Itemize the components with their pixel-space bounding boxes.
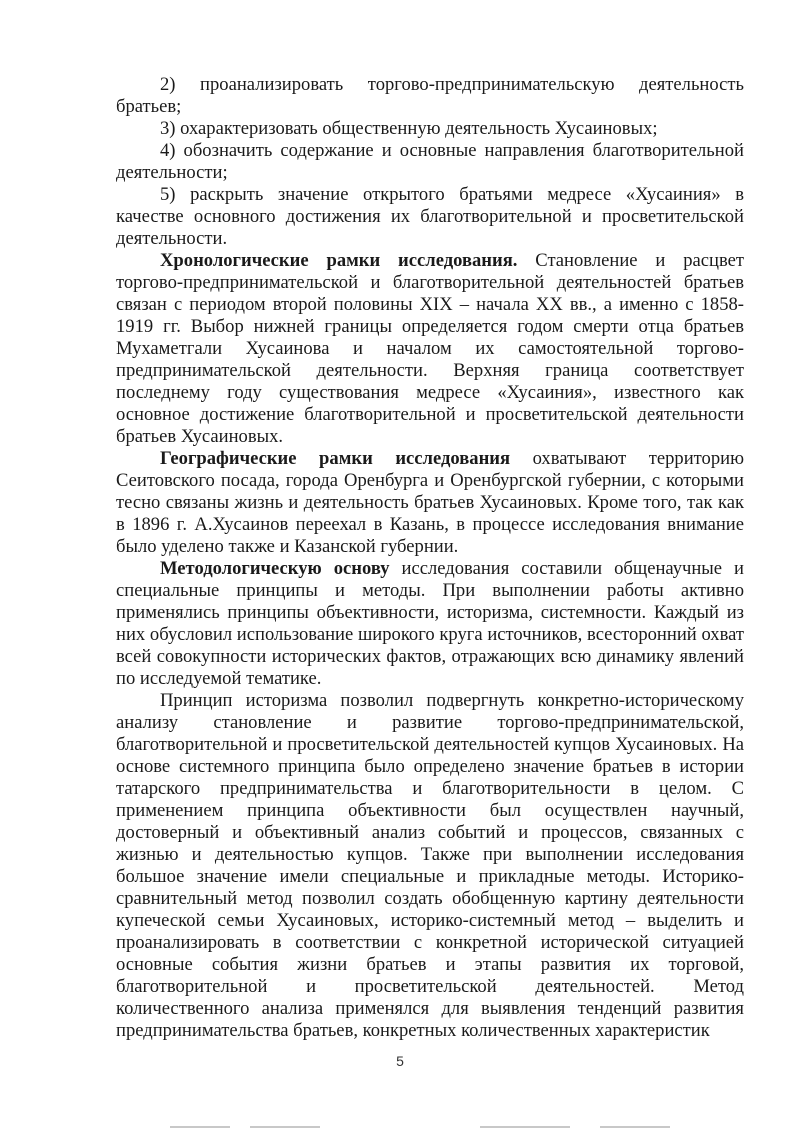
geography-paragraph [116, 448, 744, 558]
chronology-text: Становление и расцвет торгово-предпринимательской и благотворительной деятельностей братьев связан с периодом второй половины XIX – начала XX вв., а именно с 1858-1919 гг. Выбор нижней границы определяется годом смерти отца братьев Мухаметгали Хусаинова и началом их самостоятельной торгово-предпринимательской деятельности. Верхняя граница соответствует последнему году существования медресе «Хусаиния», известного как основное достижение благотворительной и просветительской деятельности братьев Хусаиновых. [116, 250, 744, 447]
historicism-paragraph: Принцип историзма позволил подвергнуть конкретно-историческому анализу становление и развитие торгово-предпринимательской, благотворительной и просветительской деятельностей купцов Хусаиновых. На основе системного принципа было определено значение братьев в истории татарского предпринимательства и благотворительности в целом. С применением принципа объективности был осуществлен научный, достоверный и объективный анализ событий и процессов, связанных с жизнью и деятельностью купцов. Также при выполнении исследования большое значение имели специальные и прикладные методы. Историко-сравнительный метод позволил создать обобщенную картину деятельности купеческой семьи Хусаиновых, историко-системный метод – выделить и проанализировать в соответствии с конкретной исторической ситуацией основные события жизни братьев и этапы развития их торговой, благотворительной и просветительской деятельностей. Метод количественного анализа применялся для выявления тенденций развития предпринимательства братьев, конкретных количественных характеристик [116, 690, 744, 1041]
chronology-heading: Хронологические рамки исследования. [160, 250, 518, 271]
methodology-paragraph [116, 558, 744, 690]
scan-edge-artifact [0, 1122, 800, 1132]
list-item-goal-2: 2) проанализировать торгово-предпринимательскую деятельность братьев; [116, 74, 744, 117]
document-page [116, 74, 744, 1042]
geography-heading: Географические рамки исследования [160, 448, 511, 469]
list-item-goal-3: 3) охарактеризовать общественную деятельность Хусаиновых; [160, 118, 658, 139]
list-item-goal-4: 4) обозначить содержание и основные направления благотворительной деятельности; [116, 140, 744, 183]
list-item-goal-5: 5) раскрыть значение открытого братьями медресе «Хусаиния» в качестве основного достижения их благотворительной и просветительской деятельности. [116, 184, 744, 249]
methodology-heading: Методологическую основу [160, 558, 390, 579]
chronology-paragraph [116, 250, 744, 448]
geography-text: охватывают территорию Сеитовского посада, города Оренбурга и Оренбургской губернии, с которыми тесно связаны жизнь и деятельность братьев Хусаиновых. Кроме того, так как в 1896 г. А.Хусаинов переехал в Казань, в процессе исследования внимание было уделено также и Казанской губернии. [116, 448, 744, 557]
methodology-text: исследования составили общенаучные и специальные принципы и методы. При выполнении работы активно применялись принципы объективности, историзма, системности. Каждый из них обусловил использование широкого круга источников, всесторонний охват всей совокупности исторических фактов, отражающих всю динамику явлений по исследуемой тематике. [116, 558, 745, 689]
page-number: 5 [396, 1053, 404, 1069]
